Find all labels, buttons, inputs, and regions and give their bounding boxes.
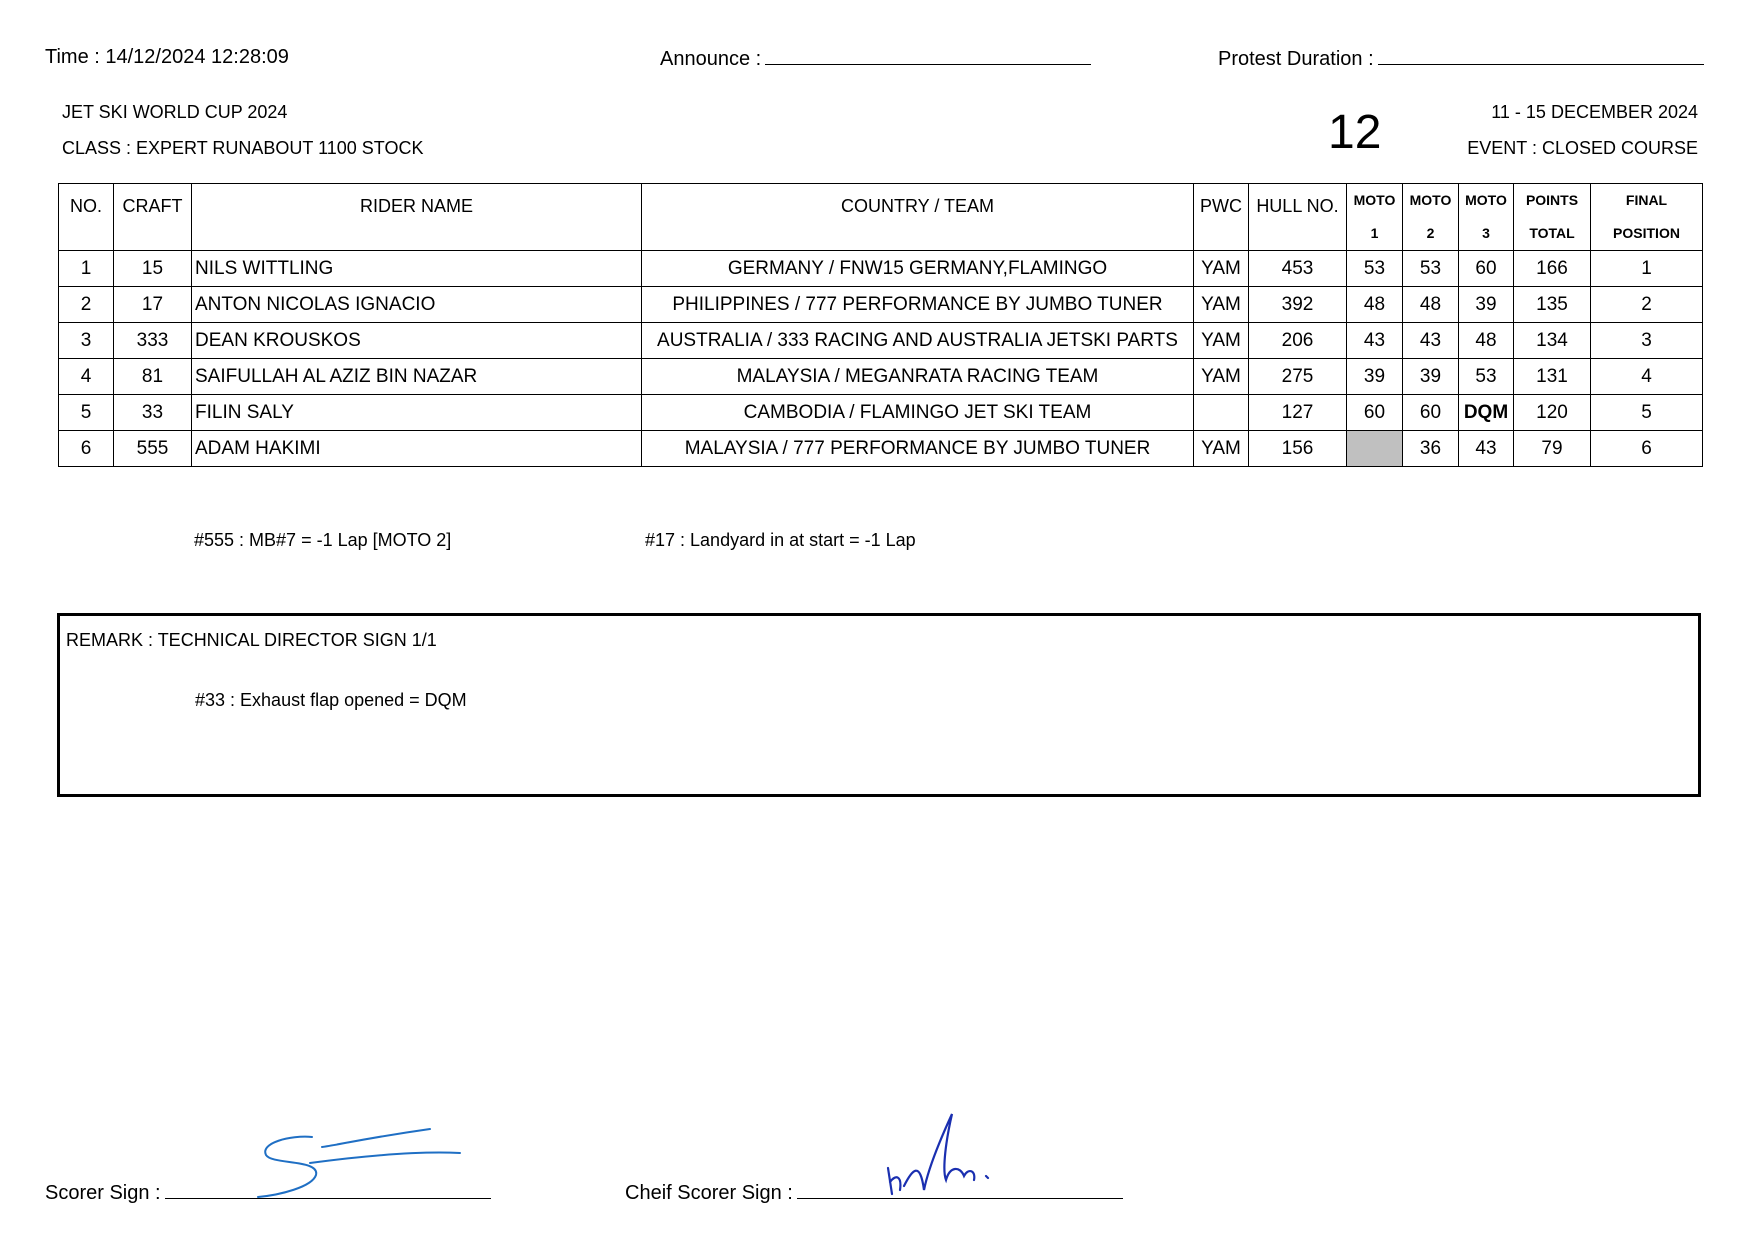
cell-final-position: 6 [1591, 431, 1703, 467]
cell-country-team: CAMBODIA / FLAMINGO JET SKI TEAM [642, 395, 1194, 431]
cell-country-team: GERMANY / FNW15 GERMANY,FLAMINGO [642, 251, 1194, 287]
cell-rider-name: DEAN KROUSKOS [192, 323, 642, 359]
scorer-signature [250, 1125, 470, 1205]
cell-craft: 17 [114, 287, 192, 323]
cell-moto2: 43 [1403, 323, 1459, 359]
cell-craft: 33 [114, 395, 192, 431]
col-header-pwc: PWC [1194, 184, 1249, 251]
protest-duration-label: Protest Duration : [1218, 48, 1374, 70]
cell-final-position: 4 [1591, 359, 1703, 395]
cell-hull-no: 392 [1249, 287, 1347, 323]
col-header-moto1: MOTO 1 [1347, 184, 1403, 251]
cell-moto2: 60 [1403, 395, 1459, 431]
cell-final-position: 1 [1591, 251, 1703, 287]
cell-points-total: 131 [1514, 359, 1591, 395]
class-name: CLASS : EXPERT RUNABOUT 1100 STOCK [62, 138, 424, 158]
cell-country-team: MALAYSIA / MEGANRATA RACING TEAM [642, 359, 1194, 395]
note-penalty-555: #555 : MB#7 = -1 Lap [MOTO 2] [194, 530, 452, 550]
cell-no: 2 [59, 287, 114, 323]
cell-hull-no: 453 [1249, 251, 1347, 287]
cell-hull-no: 275 [1249, 359, 1347, 395]
col-header-moto3: MOTO 3 [1459, 184, 1514, 251]
cell-moto1: 53 [1347, 251, 1403, 287]
col-header-points-total: POINTS TOTAL [1514, 184, 1591, 251]
cell-moto1: 39 [1347, 359, 1403, 395]
cell-craft: 555 [114, 431, 192, 467]
cell-moto1: 43 [1347, 323, 1403, 359]
col-header-country-team: COUNTRY / TEAM [642, 184, 1194, 251]
cell-moto3: 39 [1459, 287, 1514, 323]
cell-moto3: 60 [1459, 251, 1514, 287]
cell-rider-name: ANTON NICOLAS IGNACIO [192, 287, 642, 323]
cell-no: 5 [59, 395, 114, 431]
event-type: EVENT : CLOSED COURSE [1467, 138, 1698, 158]
table-header-row [59, 184, 1703, 251]
cell-no: 6 [59, 431, 114, 467]
cell-no: 4 [59, 359, 114, 395]
announce-label: Announce : [660, 48, 762, 70]
cell-country-team: MALAYSIA / 777 PERFORMANCE BY JUMBO TUNER [642, 431, 1194, 467]
table-row [59, 431, 1703, 467]
cell-moto1 [1347, 431, 1403, 467]
cell-points-total: 120 [1514, 395, 1591, 431]
protest-duration-line [1378, 46, 1704, 65]
announce-field [660, 46, 1091, 71]
table-row [59, 287, 1703, 323]
cell-no: 3 [59, 323, 114, 359]
cell-hull-no: 127 [1249, 395, 1347, 431]
protest-duration-field [1218, 46, 1704, 71]
cell-country-team: AUSTRALIA / 333 RACING AND AUSTRALIA JETSKI PARTS [642, 323, 1194, 359]
cell-rider-name: FILIN SALY [192, 395, 642, 431]
table-row [59, 323, 1703, 359]
col-header-craft: CRAFT [114, 184, 192, 251]
cell-moto2: 36 [1403, 431, 1459, 467]
remark-item: #33 : Exhaust flap opened = DQM [195, 690, 467, 710]
remark-title: REMARK : TECHNICAL DIRECTOR SIGN 1/1 [66, 630, 437, 650]
time-stamp: Time : 14/12/2024 12:28:09 [45, 46, 289, 68]
cell-pwc: YAM [1194, 359, 1249, 395]
cell-moto2: 39 [1403, 359, 1459, 395]
event-name: JET SKI WORLD CUP 2024 [62, 102, 288, 122]
cell-pwc [1194, 395, 1249, 431]
cell-moto1: 60 [1347, 395, 1403, 431]
table-row [59, 359, 1703, 395]
event-dates: 11 - 15 DECEMBER 2024 [1491, 102, 1698, 122]
table-row [59, 251, 1703, 287]
col-header-rider-name: RIDER NAME [192, 184, 642, 251]
cell-rider-name: ADAM HAKIMI [192, 431, 642, 467]
results-table [58, 183, 1703, 467]
cell-rider-name: SAIFULLAH AL AZIZ BIN NAZAR [192, 359, 642, 395]
cell-final-position: 5 [1591, 395, 1703, 431]
cell-moto3: 48 [1459, 323, 1514, 359]
cell-country-team: PHILIPPINES / 777 PERFORMANCE BY JUMBO TUNER [642, 287, 1194, 323]
announce-line [765, 46, 1091, 65]
cell-moto3: 43 [1459, 431, 1514, 467]
cell-craft: 15 [114, 251, 192, 287]
cell-rider-name: NILS WITTLING [192, 251, 642, 287]
cell-pwc: YAM [1194, 323, 1249, 359]
cell-moto2: 53 [1403, 251, 1459, 287]
cell-final-position: 3 [1591, 323, 1703, 359]
cell-moto3: DQM [1459, 395, 1514, 431]
cell-points-total: 135 [1514, 287, 1591, 323]
col-header-no: NO. [59, 184, 114, 251]
cell-moto1: 48 [1347, 287, 1403, 323]
col-header-moto2: MOTO 2 [1403, 184, 1459, 251]
cell-hull-no: 156 [1249, 431, 1347, 467]
cell-final-position: 2 [1591, 287, 1703, 323]
scorer-sign-label: Scorer Sign : [45, 1182, 161, 1204]
note-penalty-17: #17 : Landyard in at start = -1 Lap [645, 530, 916, 550]
col-header-hull-no: HULL NO. [1249, 184, 1347, 251]
cell-moto3: 53 [1459, 359, 1514, 395]
cell-pwc: YAM [1194, 431, 1249, 467]
chief-scorer-sign-label: Cheif Scorer Sign : [625, 1182, 793, 1204]
cell-pwc: YAM [1194, 287, 1249, 323]
cell-moto2: 48 [1403, 287, 1459, 323]
heat-number: 12 [1328, 106, 1382, 159]
cell-pwc: YAM [1194, 251, 1249, 287]
chief-scorer-signature [880, 1110, 1000, 1200]
cell-craft: 333 [114, 323, 192, 359]
remark-box [57, 613, 1701, 797]
cell-points-total: 79 [1514, 431, 1591, 467]
table-row [59, 395, 1703, 431]
col-header-final-position: FINAL POSITION [1591, 184, 1703, 251]
cell-hull-no: 206 [1249, 323, 1347, 359]
cell-points-total: 166 [1514, 251, 1591, 287]
chief-scorer-sign-field [625, 1180, 1123, 1205]
cell-points-total: 134 [1514, 323, 1591, 359]
cell-no: 1 [59, 251, 114, 287]
cell-craft: 81 [114, 359, 192, 395]
